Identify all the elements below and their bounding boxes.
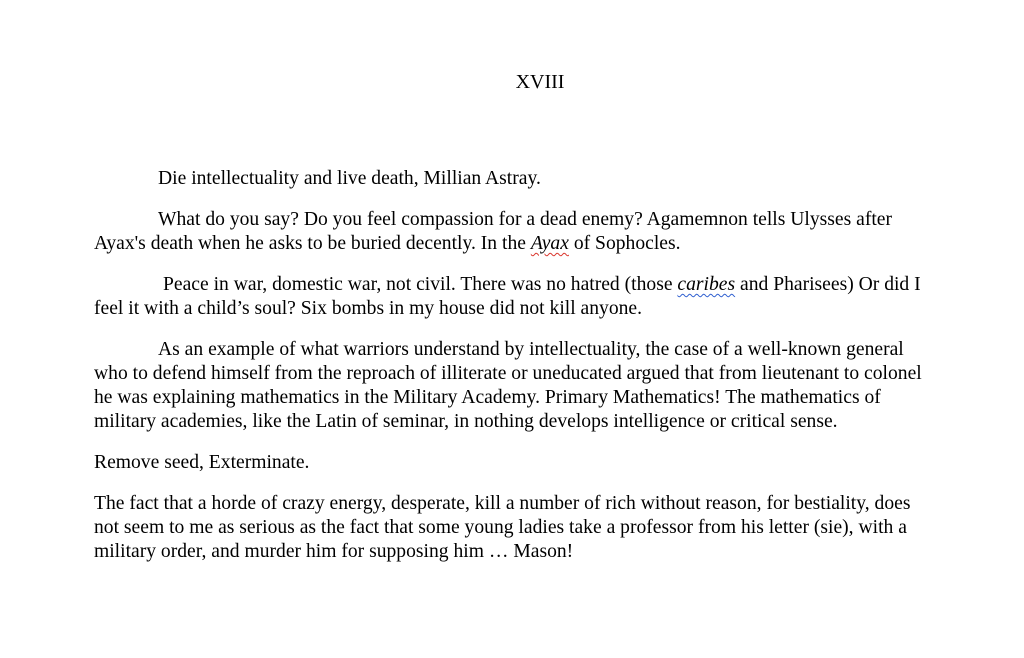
chapter-heading: XVIII [515,71,565,93]
paragraph-2 [94,208,924,256]
grammar-flagged-word[interactable]: caribes [677,274,736,295]
paragraph-1: Die intellectuality and live death, Millian Astray. [158,168,541,189]
paragraph-6: The fact that a horde of crazy energy, desperate, kill a number of rich without reason, for bestiality, does not seem to me as serious as the fact that some young ladies take a professor from his letter (sie), with a military order, and murder him for supposing him … Mason! [94,493,911,562]
paragraph-3 [94,273,924,321]
paragraph-5: Remove seed, Exterminate. [94,452,310,473]
paragraph-2-text-start: What do you say? Do you feel compassion for a dead enemy? Agamemnon tells Ulysses after Ayax's death when he asks to be buried decently. In the [94,209,893,254]
paragraph-3-text-end: and Pharisees) Or did I feel it with a child’s soul? Six bombs in my house did not kill anyone. [94,274,921,319]
document-body[interactable] [94,167,924,581]
spellcheck-flagged-word[interactable]: Ayax [530,233,569,254]
paragraph-3-text-start: Peace in war, domestic war, not civil. There was no hatred (those [163,274,678,295]
paragraph-2-text-end: of Sophocles. [568,233,681,254]
paragraph-4: As an example of what warriors understand by intellectuality, the case of a well-known general who to defend himself from the reproach of illiterate or uneducated argued that from lieutenant to colonel he was explaining mathematics in the Military Academy. Primary Mathematics! The mathematics of military academies, like the Latin of seminar, in nothing develops intelligence or critical sense. [94,339,922,432]
